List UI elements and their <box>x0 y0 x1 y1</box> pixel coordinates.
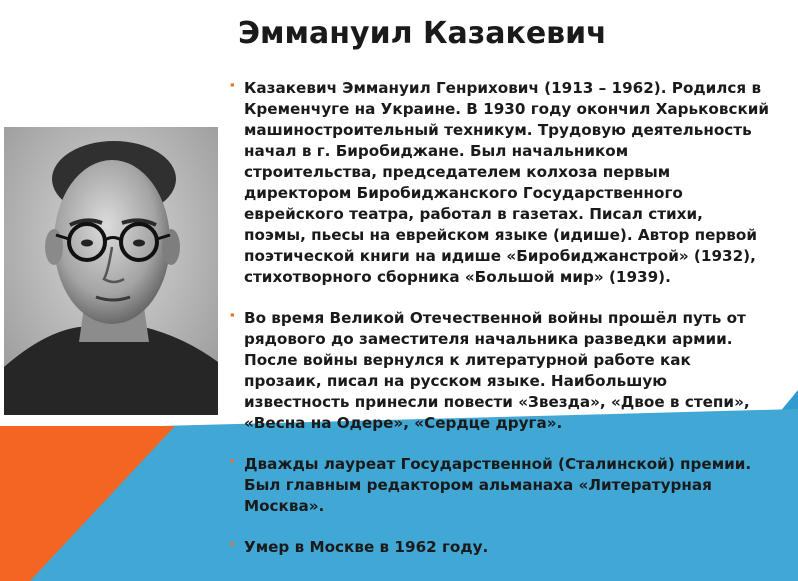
bullet-marker: ▪ <box>230 453 235 468</box>
bullet-text: Казакевич Эммануил Генрихович (1913 – 1962). Родился в Кременчуге на Украине. В 1930 году окончил Харьковский машиностроительный техникум. Трудовую деятельность начал в г. Биробиджане. Был начальником строительства, председателем колхоза первым директором Биробиджанского Государственного еврейского театра, работал в газетах. Писал стихи, поэмы, пьесы на еврейском языке (идише). Автор первой поэтической книги на идише «Биробиджанстрой» (1932), стихотворного сборника «Большой мир» (1939). <box>244 79 770 286</box>
bullet-list <box>230 78 790 578</box>
bullet-marker: ▪ <box>230 536 235 551</box>
bullet-text: Дважды лауреат Государственной (Сталинской) премии. Был главным редактором альманаха «Литературная Москва». <box>244 455 752 515</box>
bullet-item-biography <box>230 78 790 288</box>
bullet-marker: ▪ <box>230 77 235 92</box>
bullet-text: Во время Великой Отечественной войны прошёл путь от рядового до заместителя начальника разведки армии. После войны вернулся к литературной работе как прозаик, писал на русском языке. Наибольшую известность принесли повести «Звезда», «Двое в степи», «Весна на Одере», «Сердце друга». <box>244 309 750 432</box>
portrait-photo <box>4 127 218 415</box>
bullet-marker: ▪ <box>230 307 235 322</box>
bullet-item-death <box>230 537 790 558</box>
bullet-item-war <box>230 308 790 434</box>
bullet-text: Умер в Москве в 1962 году. <box>244 538 489 556</box>
slide-title: Эммануил Казакевич <box>238 16 607 51</box>
bullet-item-awards <box>230 454 790 517</box>
portrait-image <box>4 127 218 415</box>
